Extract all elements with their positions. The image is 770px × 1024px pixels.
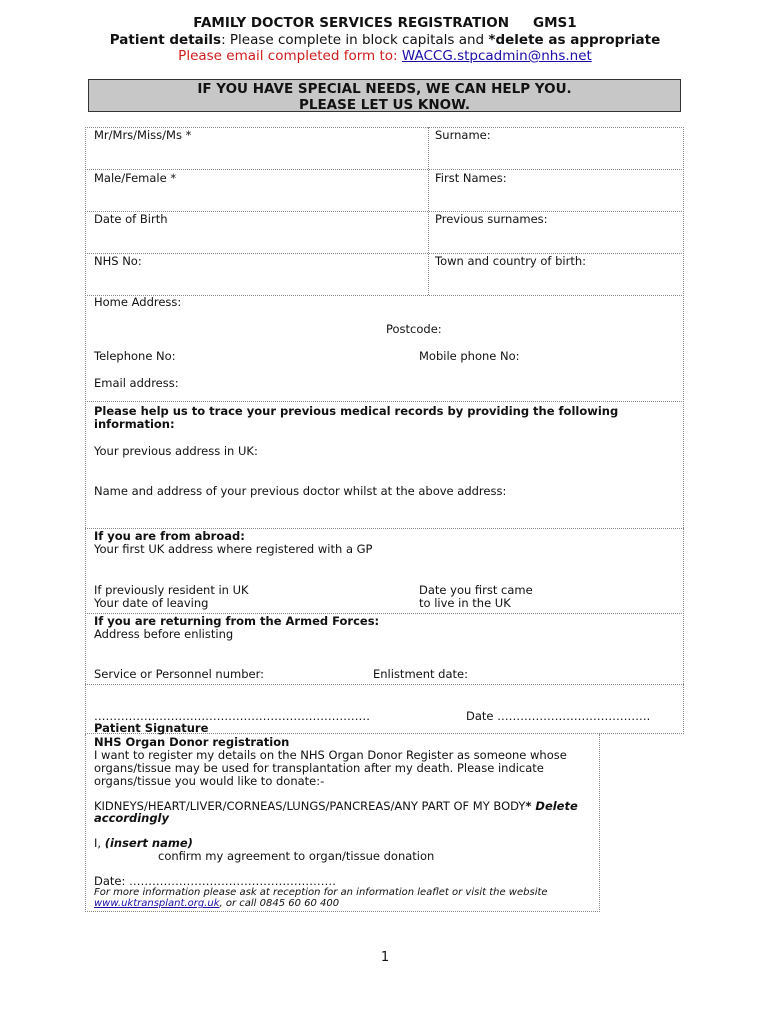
donor-info-line-1: For more information please ask at reception for an information leaflet or visit the website xyxy=(94,887,548,898)
mobile-phone-field[interactable]: Mobile phone No: xyxy=(419,349,520,363)
email-address-field[interactable]: Email address: xyxy=(94,376,179,390)
email-link[interactable]: WACCG.stpcadmin@nhs.net xyxy=(401,48,592,64)
patient-details-label: Patient details xyxy=(109,32,222,48)
donor-name-field[interactable] xyxy=(94,836,193,850)
delete-note: *delete as appropriate xyxy=(488,32,661,48)
postcode-field[interactable]: Postcode: xyxy=(386,322,442,336)
previous-address-field[interactable]: Your previous address in UK: xyxy=(94,444,258,458)
armed-forces-heading: If you are returning from the Armed Forces: xyxy=(94,614,380,628)
row-divider xyxy=(85,253,684,254)
donor-date-field[interactable]: Date: ……………………………………………… xyxy=(94,874,337,888)
form-code: GMS1 xyxy=(533,15,577,31)
special-needs-banner xyxy=(88,79,681,112)
title-text: FAMILY DOCTOR SERVICES REGISTRATION xyxy=(193,15,510,31)
previous-records-heading-1: Please help us to trace your previous medical records by providing the following xyxy=(94,404,619,418)
abroad-heading: If you are from abroad: xyxy=(94,529,245,543)
donation-confirmation: confirm my agreement to organ/tissue donation xyxy=(158,849,435,863)
previously-resident-label: If previously resident in UK xyxy=(94,583,249,597)
nhs-number-field[interactable]: NHS No: xyxy=(94,254,142,268)
organ-donor-heading: NHS Organ Donor registration xyxy=(94,735,290,749)
row-divider xyxy=(85,684,684,685)
organ-donor-text-2: organs/tissue may be used for transplantation after my death. Please indicate xyxy=(94,761,544,775)
banner-line-2: PLEASE LET US KNOW. xyxy=(298,97,471,113)
banner-line-1: IF YOU HAVE SPECIAL NEEDS, WE CAN HELP YOU. xyxy=(197,81,572,97)
delete-accordingly-label: accordingly xyxy=(94,811,169,825)
registration-form-grid xyxy=(85,127,684,734)
previous-surnames-field[interactable]: Previous surnames: xyxy=(435,212,548,226)
patient-details-instruction xyxy=(0,32,770,48)
organ-donor-text-1: I want to register my details on the NHS Organ Donor Register as someone whose xyxy=(94,748,567,762)
date-first-came-field[interactable]: to live in the UK xyxy=(419,596,511,610)
title-field[interactable]: Mr/Mrs/Miss/Ms * xyxy=(94,128,192,142)
instruction-text: : Please complete in block capitals and xyxy=(221,32,489,48)
organ-donor-text-3: organs/tissue you would like to donate:- xyxy=(94,774,325,788)
form-title xyxy=(0,15,770,31)
delete-note: * Delete xyxy=(525,799,578,813)
surname-field[interactable]: Surname: xyxy=(435,128,491,142)
date-first-came-label: Date you first came xyxy=(419,583,533,597)
i-prefix: I, xyxy=(94,836,105,850)
row-divider xyxy=(85,169,684,170)
previous-doctor-field[interactable]: Name and address of your previous doctor whilst at the above address: xyxy=(94,484,507,498)
sex-field[interactable]: Male/Female * xyxy=(94,171,177,185)
date-of-birth-field[interactable]: Date of Birth xyxy=(94,212,168,226)
page-number: 1 xyxy=(380,950,390,965)
first-names-field[interactable]: First Names: xyxy=(435,171,507,185)
signature-date-field[interactable]: Date …………………………………. xyxy=(466,709,651,723)
first-uk-address-field[interactable]: Your first UK address where registered with a GP xyxy=(94,542,373,556)
address-before-enlisting-field[interactable]: Address before enlisting xyxy=(94,627,234,641)
email-instruction xyxy=(0,48,770,64)
town-country-birth-field[interactable]: Town and country of birth: xyxy=(435,254,587,268)
organ-options[interactable]: KIDNEYS/HEART/LIVER/CORNEAS/LUNGS/PANCREAS/ANY PART OF MY BODY xyxy=(94,799,526,813)
previous-records-heading-2: information: xyxy=(94,417,175,431)
telephone-field[interactable]: Telephone No: xyxy=(94,349,176,363)
signature-line[interactable]: ……………………………………………………………… xyxy=(94,709,370,723)
patient-signature-label: Patient Signature xyxy=(94,721,209,735)
date-of-leaving-field[interactable]: Your date of leaving xyxy=(94,596,209,610)
enlistment-date-field[interactable]: Enlistment date: xyxy=(373,667,468,681)
uktransplant-link[interactable]: www.uktransplant.org.uk xyxy=(94,898,220,909)
insert-name-label: (insert name) xyxy=(104,836,193,850)
service-number-field[interactable]: Service or Personnel number: xyxy=(94,667,264,681)
home-address-field[interactable]: Home Address: xyxy=(94,295,182,309)
row-divider xyxy=(85,401,684,402)
email-prompt: Please email completed form to: xyxy=(178,48,402,64)
row-divider xyxy=(85,211,684,212)
donor-phone: , or call 0845 60 60 400 xyxy=(219,898,340,909)
donor-info-line-2 xyxy=(94,898,339,909)
